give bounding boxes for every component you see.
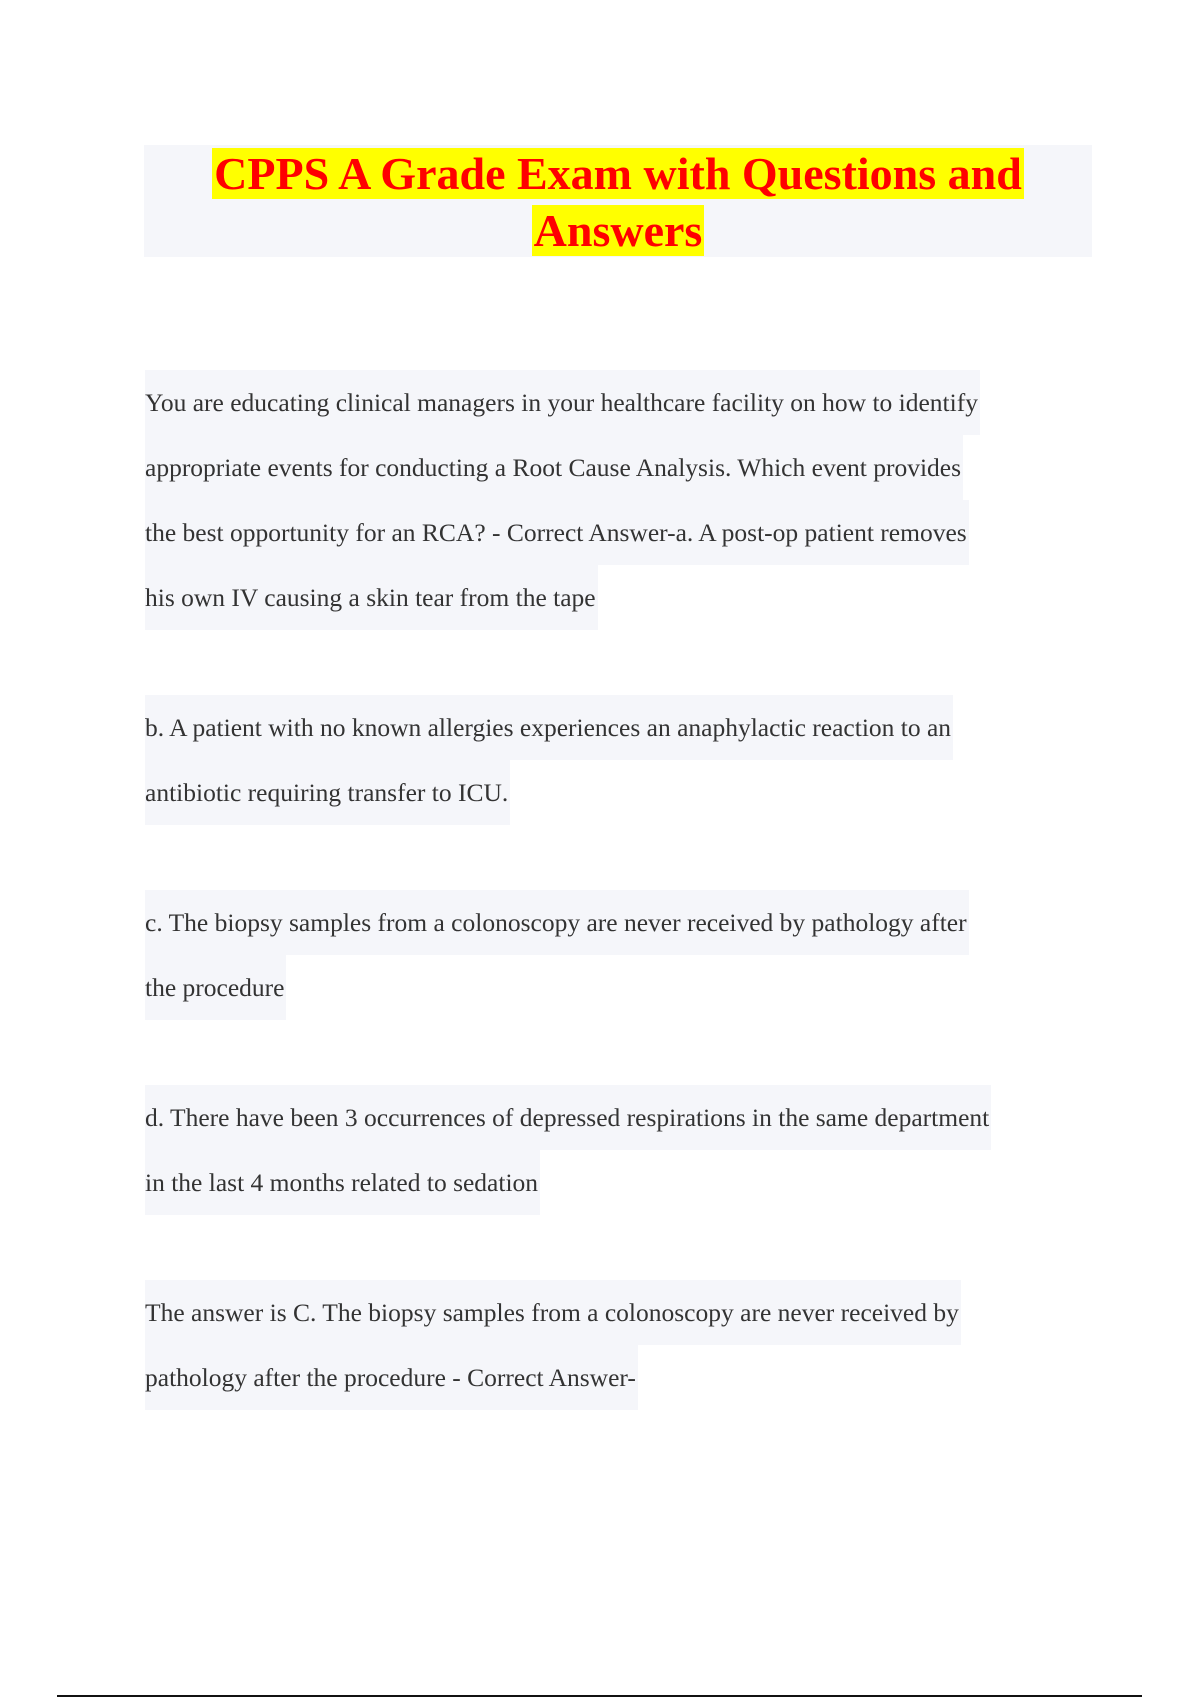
option-c-line: the procedure bbox=[145, 955, 286, 1020]
option-b-line: b. A patient with no known allergies experiences an anaphylactic reaction to an bbox=[145, 695, 953, 760]
option-c-paragraph bbox=[145, 890, 1095, 1020]
answer-line: The answer is C. The biopsy samples from a colonoscopy are never received by bbox=[145, 1280, 961, 1345]
question-line: his own IV causing a skin tear from the tape bbox=[145, 565, 598, 630]
answer-line: pathology after the procedure - Correct Answer- bbox=[145, 1345, 638, 1410]
title-line-1: CPPS A Grade Exam with Questions and bbox=[214, 148, 1022, 199]
answer-paragraph bbox=[145, 1280, 1095, 1410]
footer-divider bbox=[57, 1695, 1142, 1697]
question-line: the best opportunity for an RCA? - Correct Answer-a. A post-op patient removes bbox=[145, 500, 969, 565]
option-d-line: d. There have been 3 occurrences of depressed respirations in the same department bbox=[145, 1085, 991, 1150]
question-line: appropriate events for conducting a Root Cause Analysis. Which event provides bbox=[145, 435, 963, 500]
title-line-2: Answers bbox=[533, 205, 703, 256]
document-title bbox=[144, 145, 1092, 259]
question-line: You are educating clinical managers in your healthcare facility on how to identify bbox=[145, 370, 980, 435]
option-b-line: antibiotic requiring transfer to ICU. bbox=[145, 760, 510, 825]
option-c-line: c. The biopsy samples from a colonoscopy are never received by pathology after bbox=[145, 890, 969, 955]
option-d-paragraph bbox=[145, 1085, 1095, 1215]
option-d-line: in the last 4 months related to sedation bbox=[145, 1150, 540, 1215]
question-paragraph bbox=[145, 370, 1095, 630]
option-b-paragraph bbox=[145, 695, 1095, 825]
